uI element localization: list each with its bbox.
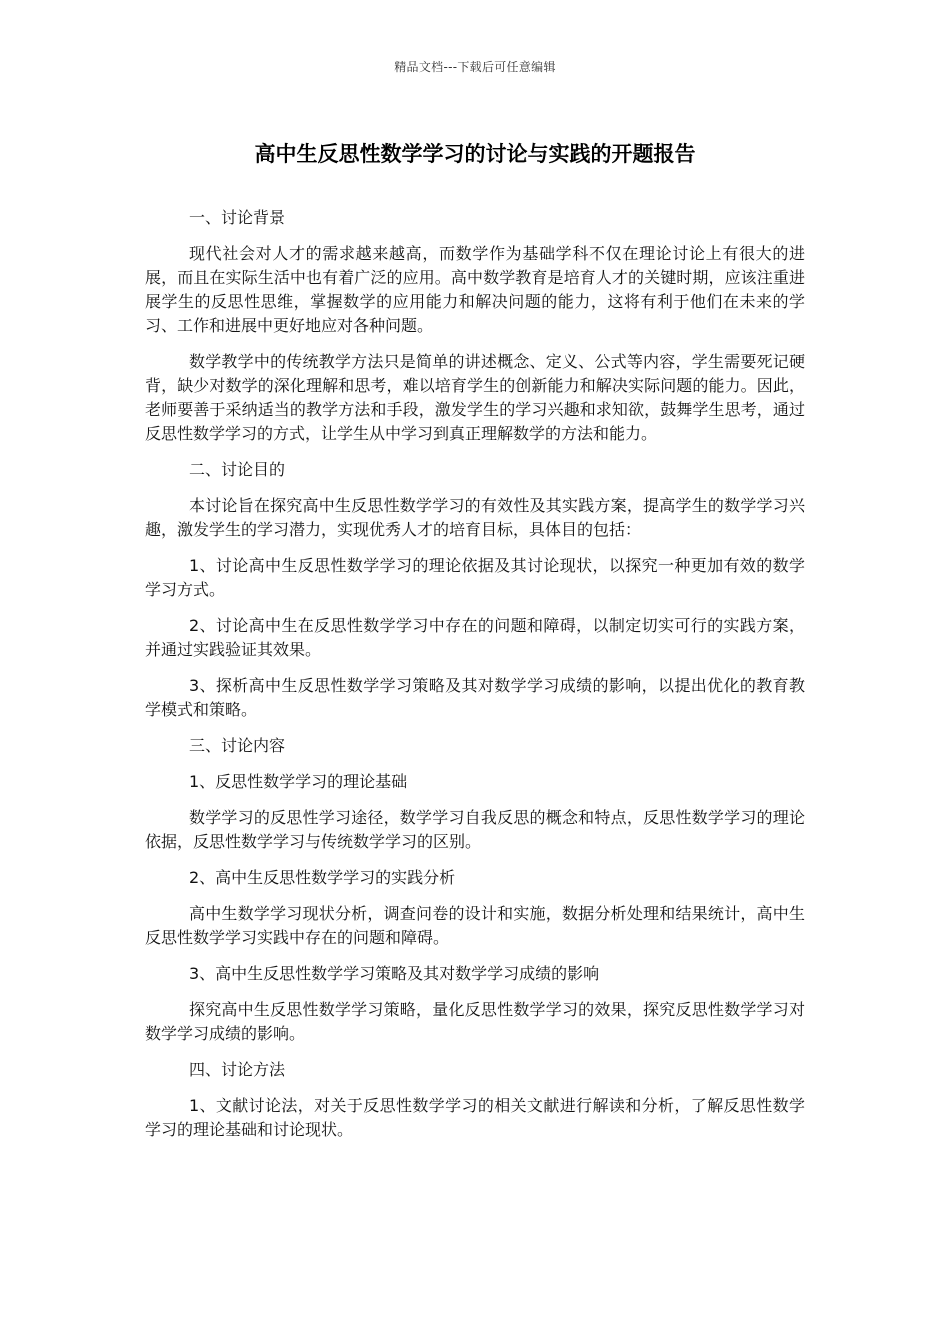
- content-paragraph-3: 探究高中生反思性数学学习策略，量化反思性数学学习的效果，探究反思性数学学习对数学学习成绩的影响。: [145, 1000, 805, 1043]
- paragraph-background-2: 数学教学中的传统教学方法只是简单的讲述概念、定义、公式等内容，学生需要死记硬背，缺少对数学的深化理解和思考，难以培育学生的创新能力和解决实际问题的能力。因此，老师要善于采纳适当的教学方法和手段，激发学生的学习兴趣和求知欲，鼓舞学生思考，通过反思性数学学习的方式，让学生从中学习到真正理解数学的方法和能力。: [145, 352, 805, 443]
- method-item-1: 1、文献讨论法，对关于反思性数学学习的相关文献进行解读和分析，了解反思性数学学习的理论基础和讨论现状。: [145, 1096, 805, 1139]
- paragraph-background-1: 现代社会对人才的需求越来越高，而数学作为基础学科不仅在理论讨论上有很大的进展，而且在实际生活中也有着广泛的应用。高中数学教育是培育人才的关键时期，应该注重进展学生的反思性思维，掌握数学的应用能力和解决问题的能力，这将有利于他们在未来的学习、工作和进展中更好地应对各种问题。: [145, 244, 805, 335]
- section-heading-purpose: 二、讨论目的: [189, 460, 286, 479]
- section-heading-content: 三、讨论内容: [189, 736, 286, 755]
- purpose-item-2: 2、讨论高中生在反思性数学学习中存在的问题和障碍，以制定切实可行的实践方案，并通过实践验证其效果。: [145, 616, 805, 659]
- content-paragraph-1: 数学学习的反思性学习途径，数学学习自我反思的概念和特点，反思性数学学习的理论依据，反思性数学学习与传统数学学习的区别。: [145, 808, 805, 851]
- content-subheading-3: 3、高中生反思性数学学习策略及其对数学学习成绩的影响: [189, 964, 600, 983]
- content-subheading-2: 2、高中生反思性数学学习的实践分析: [189, 868, 456, 887]
- section-heading-methods: 四、讨论方法: [189, 1060, 286, 1079]
- content-subheading-1: 1、反思性数学学习的理论基础: [189, 772, 408, 791]
- paragraph-purpose-intro: 本讨论旨在探究高中生反思性数学学习的有效性及其实践方案，提高学生的数学学习兴趣，激发学生的学习潜力，实现优秀人才的培育目标，具体目的包括：: [145, 496, 805, 539]
- purpose-item-1: 1、讨论高中生反思性数学学习的理论依据及其讨论现状，以探究一种更加有效的数学学习方式。: [145, 556, 805, 599]
- content-paragraph-2: 高中生数学学习现状分析，调查问卷的设计和实施，数据分析处理和结果统计，高中生反思性数学学习实践中存在的问题和障碍。: [145, 904, 805, 947]
- header-note: 精品文档---下载后可任意编辑: [394, 60, 556, 74]
- document-body: [145, 206, 805, 1154]
- document-title: 高中生反思性数学学习的讨论与实践的开题报告: [254, 142, 696, 166]
- purpose-item-3: 3、探析高中生反思性数学学习策略及其对数学学习成绩的影响，以提出优化的教育教学模式和策略。: [145, 676, 805, 719]
- section-heading-background: 一、讨论背景: [189, 208, 286, 227]
